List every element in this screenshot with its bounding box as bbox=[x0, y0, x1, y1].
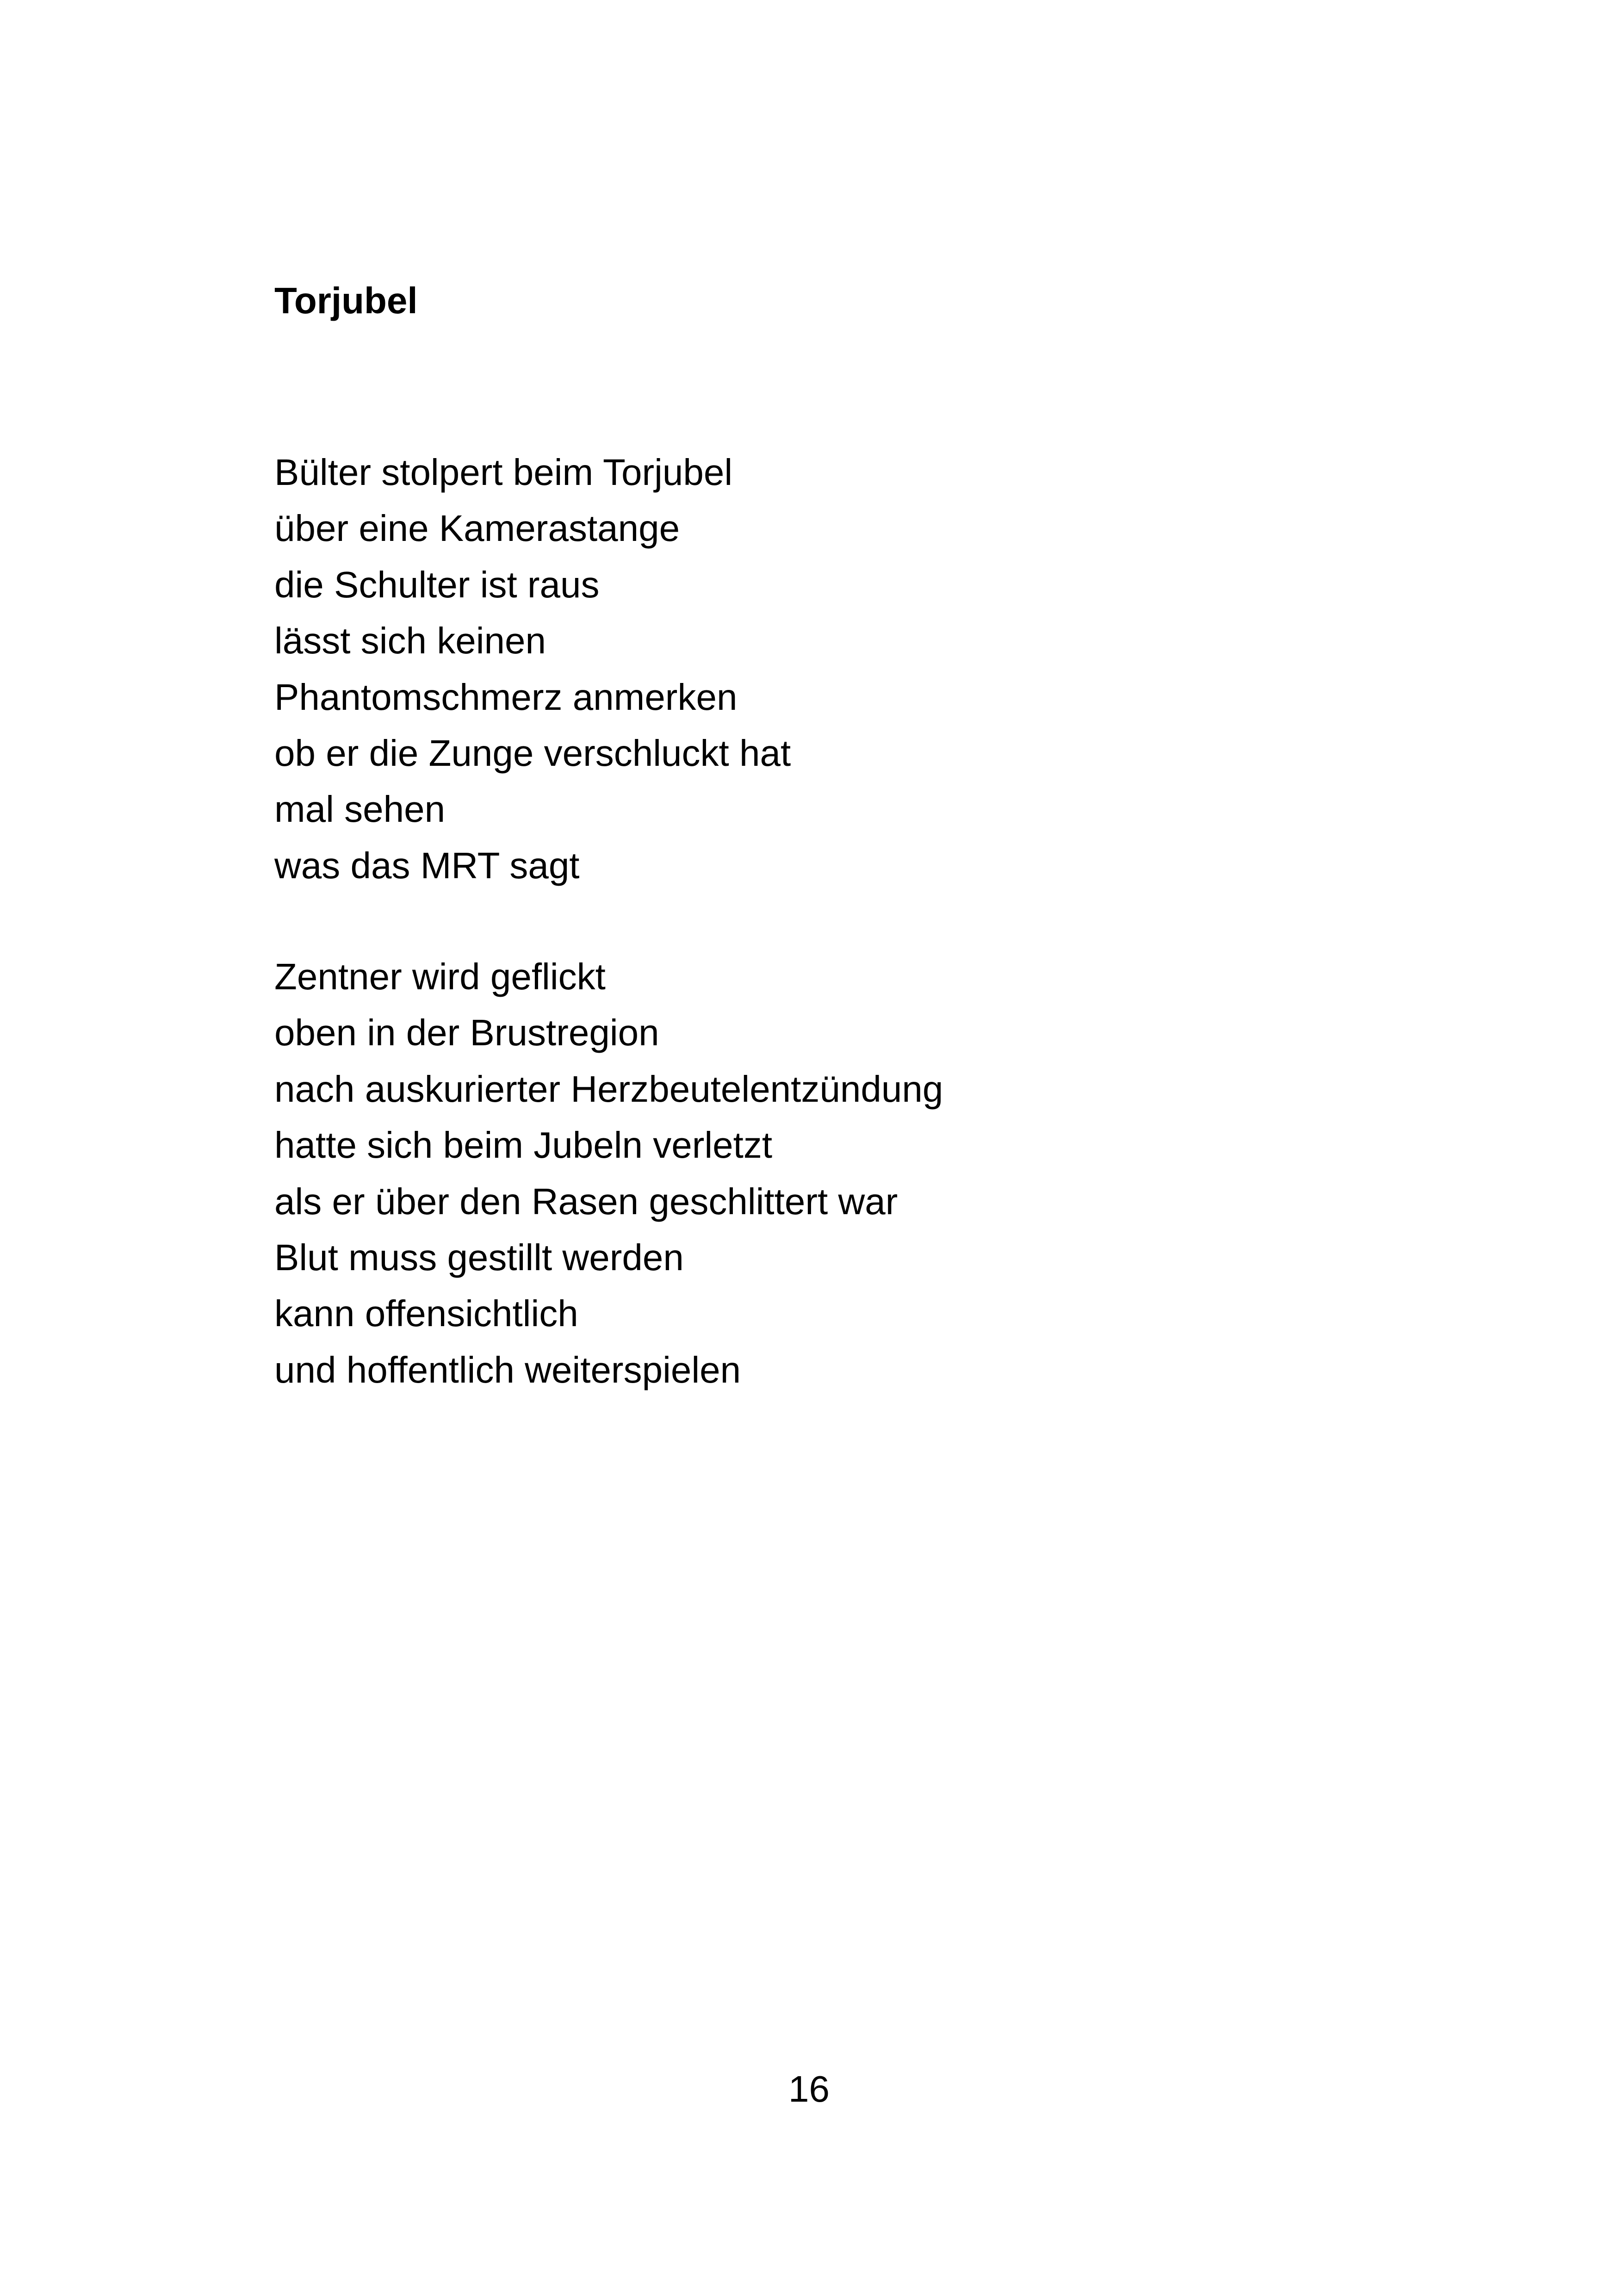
poem-line: als er über den Rasen geschlittert war bbox=[274, 1180, 898, 1222]
poem-line: oben in der Brustregion bbox=[274, 1012, 659, 1054]
poem-title: Torjubel bbox=[274, 280, 418, 321]
stanza-2 bbox=[274, 949, 943, 1398]
poem-line: Bülter stolpert beim Torjubel bbox=[274, 452, 733, 493]
poem-line: die Schulter ist raus bbox=[274, 564, 600, 605]
poem-line: hatte sich beim Jubeln verletzt bbox=[274, 1124, 773, 1166]
poem-line: Zentner wird geflickt bbox=[274, 956, 606, 997]
poem-line: was das MRT sagt bbox=[274, 844, 580, 886]
poem-line: lässt sich keinen bbox=[274, 620, 546, 662]
page-number: 16 bbox=[788, 2068, 830, 2110]
poem-line: nach auskurierter Herzbeutelentzündung bbox=[274, 1068, 943, 1110]
poem-line: kann offensichtlich bbox=[274, 1293, 578, 1334]
poem-line: mal sehen bbox=[274, 788, 446, 830]
poem-line: Blut muss gestillt werden bbox=[274, 1236, 684, 1278]
poem-line: ob er die Zunge verschluckt hat bbox=[274, 732, 791, 774]
poem-line: und hoffentlich weiterspielen bbox=[274, 1349, 741, 1390]
poem-line: Phantomschmerz anmerken bbox=[274, 676, 738, 718]
stanza-1 bbox=[274, 444, 791, 894]
poem-line: über eine Kamerastange bbox=[274, 508, 680, 549]
